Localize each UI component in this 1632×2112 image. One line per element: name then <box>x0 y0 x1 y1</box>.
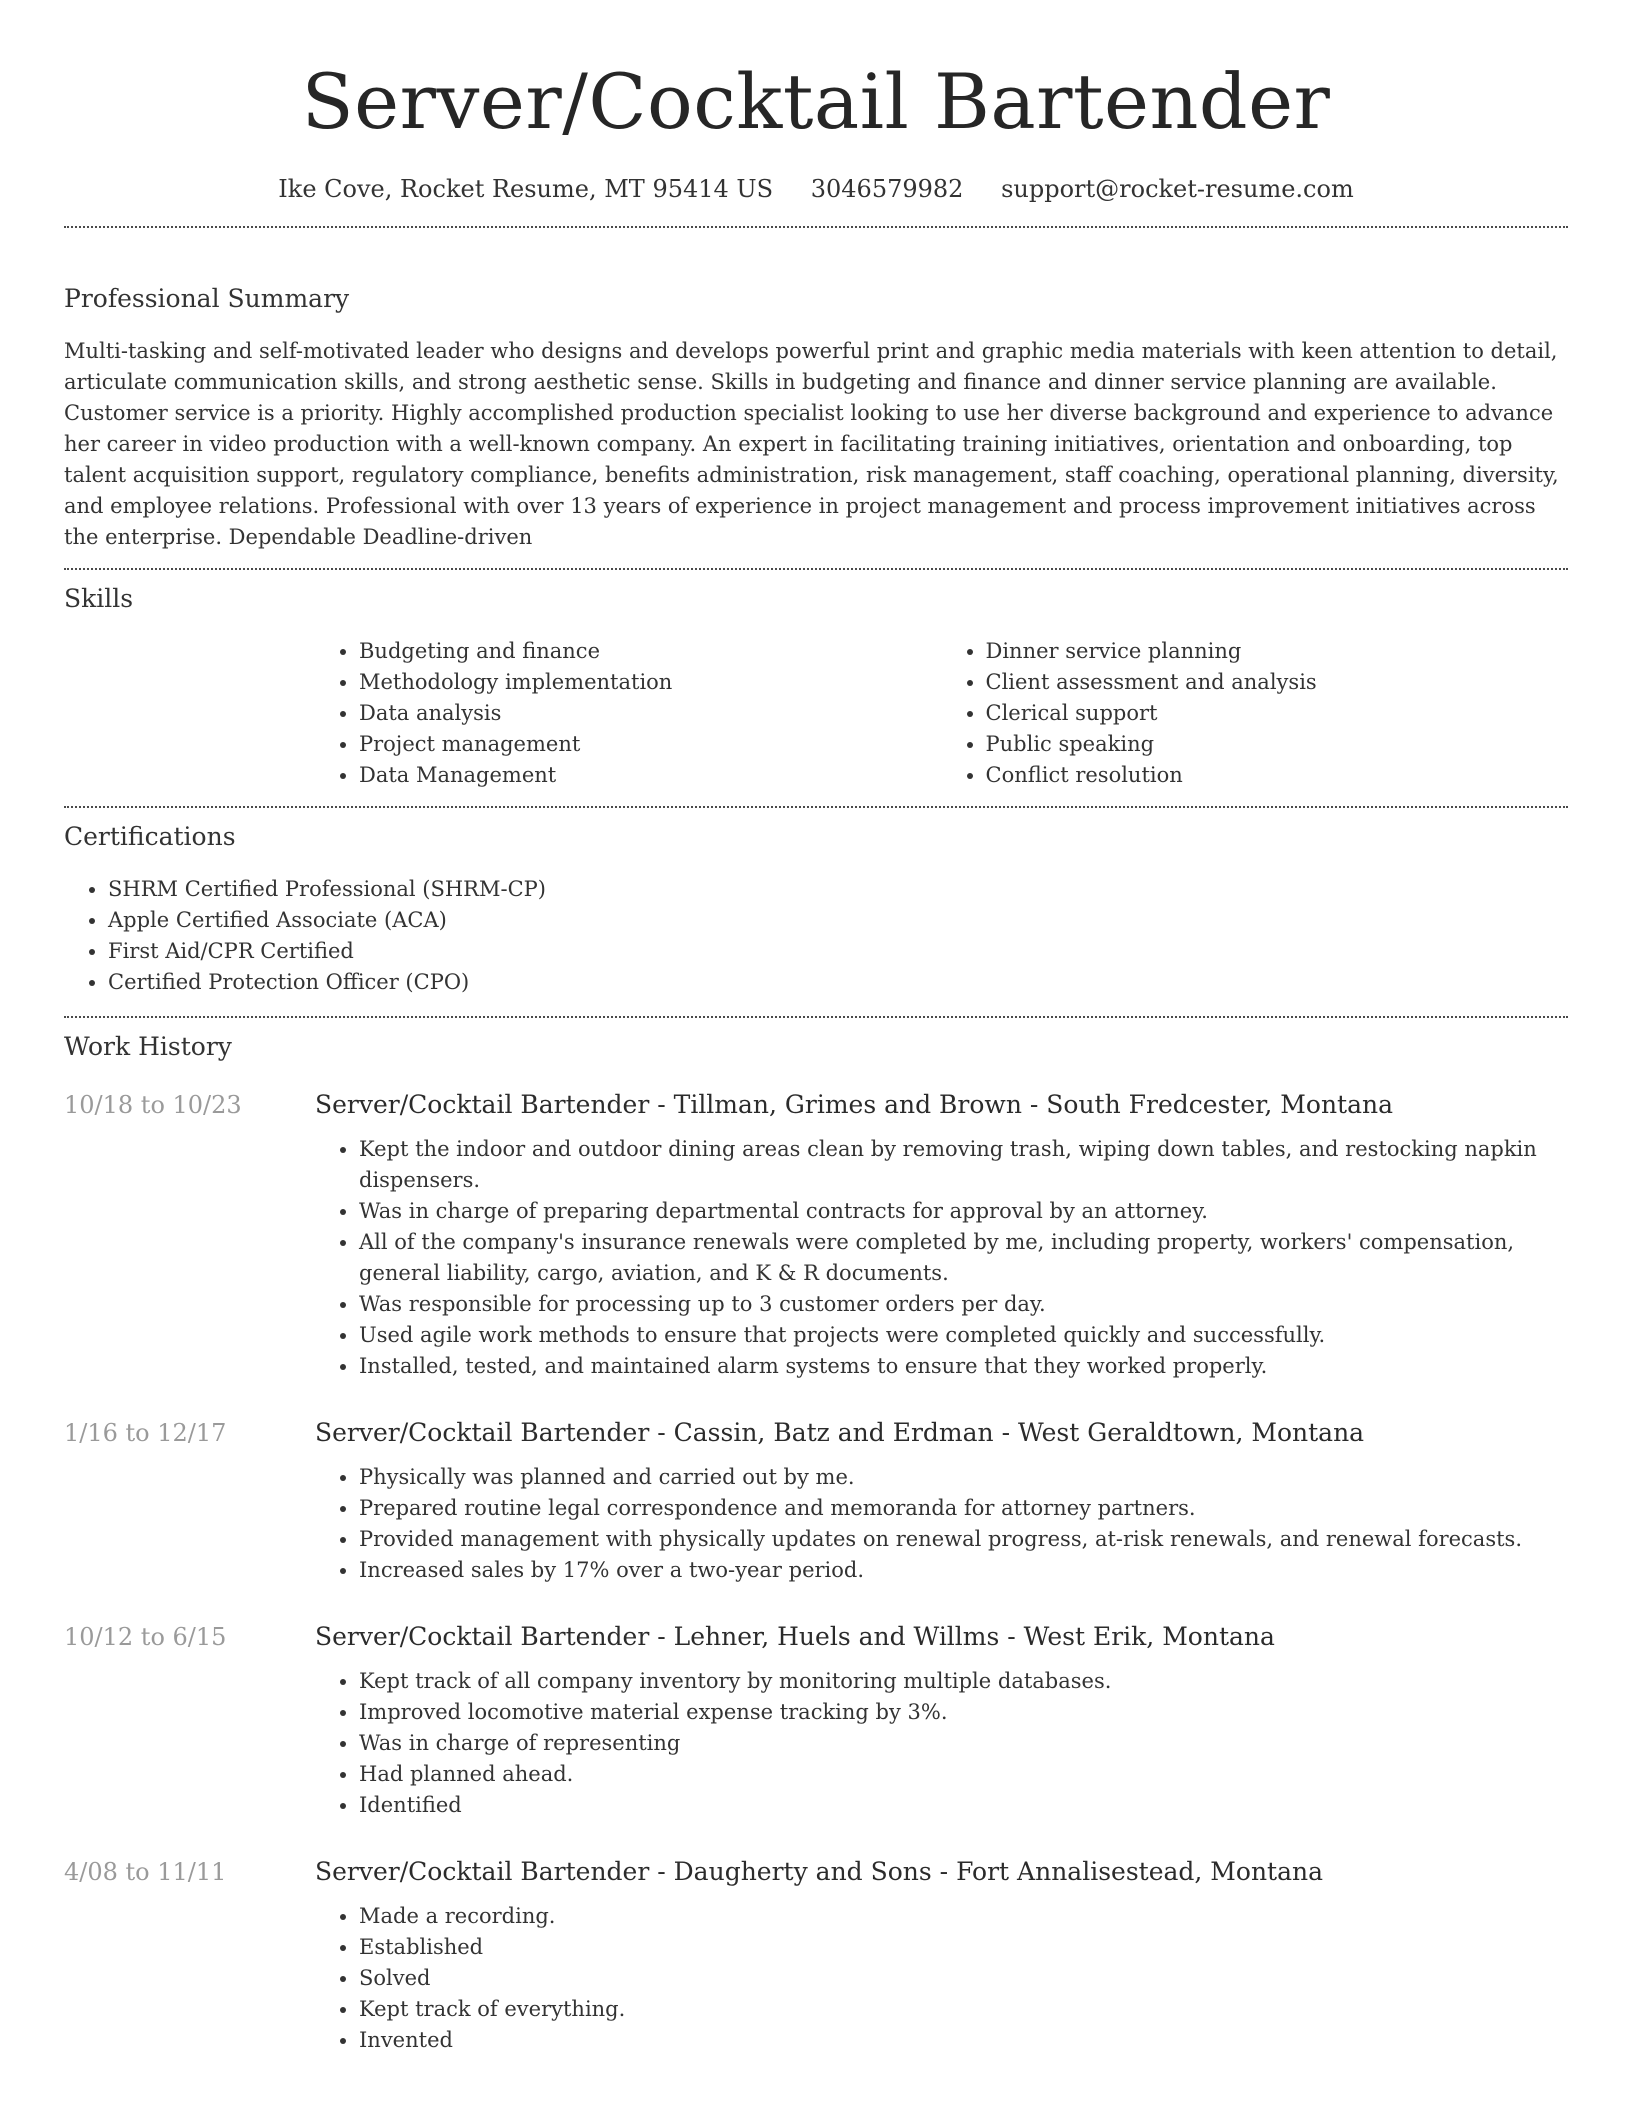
skill-item: • Budgeting and finance <box>359 636 942 667</box>
job-duties <box>315 1134 1568 1382</box>
job-duty: • Was in charge of preparing departmental contracts for approval by an attorney. <box>359 1196 1568 1227</box>
certifications-title: Certifications <box>64 822 236 851</box>
job-duties <box>315 1462 1568 1586</box>
job-entry <box>64 1088 1568 1382</box>
skill-item: • Client assessment and analysis <box>986 667 1569 698</box>
work-history-section <box>64 1030 1568 2056</box>
skills-list-left <box>315 636 942 791</box>
contact-phone: 3046579982 <box>810 175 964 203</box>
skill-item: • Dinner service planning <box>986 636 1569 667</box>
contact-address: Ike Cove, Rocket Resume, MT 95414 US <box>278 175 774 203</box>
job-entry <box>64 1855 1568 2056</box>
skills-section <box>64 582 1568 791</box>
job-dates: 1/16 to 12/17 <box>64 1419 227 1447</box>
job-duty: • Identified <box>359 1790 1568 1821</box>
job-title: Server/Cocktail Bartender - Daugherty and Sons - Fort Annalisestead, Montana <box>315 1857 1323 1886</box>
job-duty: • Invented <box>359 2025 1568 2056</box>
job-duty: • All of the company's insurance renewals were completed by me, including property, workers' compensation, general liability, cargo, aviation, and K & R documents. <box>359 1227 1568 1289</box>
summary-text: Multi-tasking and self-motivated leader who designs and develops powerful print and graphic media materials with keen attention to detail, articulate communication skills, and strong aesthetic sense. Skills in budgeting and finance and dinner service planning are available. Customer service is a priority. Highly accomplished production specialist looking to use her diverse background and experience to advance her career in video production with a well-known company. An expert in facilitating training initiatives, orientation and onboarding, top talent acquisition support, regulatory compliance, benefits administration, risk management, staff coaching, operational planning, diversity, and employee relations. Professional with over 13 years of experience in project management and process improvement initiatives across the enterprise. Dependable Deadline-driven <box>64 339 1559 549</box>
section-divider <box>64 806 1568 808</box>
job-duty: • Physically was planned and carried out by me. <box>359 1462 1568 1493</box>
certifications-list <box>64 874 1568 998</box>
summary-title: Professional Summary <box>64 284 350 313</box>
job-dates: 10/12 to 6/15 <box>64 1623 227 1651</box>
certification-item: • SHRM Certified Professional (SHRM-CP) <box>108 874 1568 905</box>
job-duty: • Established <box>359 1932 1568 1963</box>
summary-section <box>64 282 1568 553</box>
job-duty: • Installed, tested, and maintained alarm systems to ensure that they worked properly. <box>359 1351 1568 1382</box>
job-duty: • Used agile work methods to ensure that projects were completed quickly and successfully. <box>359 1320 1568 1351</box>
work-history-title: Work History <box>64 1032 232 1061</box>
skill-item: • Conflict resolution <box>986 760 1569 791</box>
skill-item: • Project management <box>359 729 942 760</box>
certifications-section <box>64 820 1568 998</box>
job-duties <box>315 1666 1568 1821</box>
section-divider <box>64 1016 1568 1018</box>
skills-title: Skills <box>64 584 134 613</box>
skill-item: • Data analysis <box>359 698 942 729</box>
job-duty: • Improved locomotive material expense tracking by 3%. <box>359 1697 1568 1728</box>
contact-email: support@rocket-resume.com <box>1001 175 1354 203</box>
contact-line <box>64 172 1568 206</box>
certification-item: • Apple Certified Associate (ACA) <box>108 905 1568 936</box>
candidate-name: Server/Cocktail Bartender <box>301 57 1331 146</box>
job-title: Server/Cocktail Bartender - Tillman, Grimes and Brown - South Fredcester, Montana <box>315 1090 1394 1119</box>
job-duty: • Was in charge of representing <box>359 1728 1568 1759</box>
job-title: Server/Cocktail Bartender - Lehner, Huels and Willms - West Erik, Montana <box>315 1622 1275 1651</box>
job-duty: • Prepared routine legal correspondence and memoranda for attorney partners. <box>359 1493 1568 1524</box>
certification-item: • First Aid/CPR Certified <box>108 936 1568 967</box>
skill-item: • Clerical support <box>986 698 1569 729</box>
job-duty: • Kept the indoor and outdoor dining areas clean by removing trash, wiping down tables, and restocking napkin dispensers. <box>359 1134 1568 1196</box>
job-duty: • Kept track of everything. <box>359 1994 1568 2025</box>
job-duty: • Increased sales by 17% over a two-year period. <box>359 1555 1568 1586</box>
job-duty: • Solved <box>359 1963 1568 1994</box>
job-duty: • Kept track of all company inventory by monitoring multiple databases. <box>359 1666 1568 1697</box>
section-divider <box>64 568 1568 570</box>
job-duty: • Had planned ahead. <box>359 1759 1568 1790</box>
job-dates: 10/18 to 10/23 <box>64 1091 242 1119</box>
job-title: Server/Cocktail Bartender - Cassin, Batz and Erdman - West Geraldtown, Montana <box>315 1418 1365 1447</box>
job-duty: • Made a recording. <box>359 1901 1568 1932</box>
job-entry <box>64 1620 1568 1821</box>
skills-list-right <box>942 636 1569 791</box>
certification-item: • Certified Protection Officer (CPO) <box>108 967 1568 998</box>
job-duty: • Provided management with physically updates on renewal progress, at-risk renewals, and renewal forecasts. <box>359 1524 1568 1555</box>
skill-item: • Data Management <box>359 760 942 791</box>
skills-grid <box>315 636 1568 791</box>
job-duty: • Was responsible for processing up to 3 customer orders per day. <box>359 1289 1568 1320</box>
section-divider <box>64 226 1568 228</box>
job-duties <box>315 1901 1568 2056</box>
job-dates: 4/08 to 11/11 <box>64 1858 227 1886</box>
job-entry <box>64 1416 1568 1586</box>
skill-item: • Public speaking <box>986 729 1569 760</box>
skill-item: • Methodology implementation <box>359 667 942 698</box>
